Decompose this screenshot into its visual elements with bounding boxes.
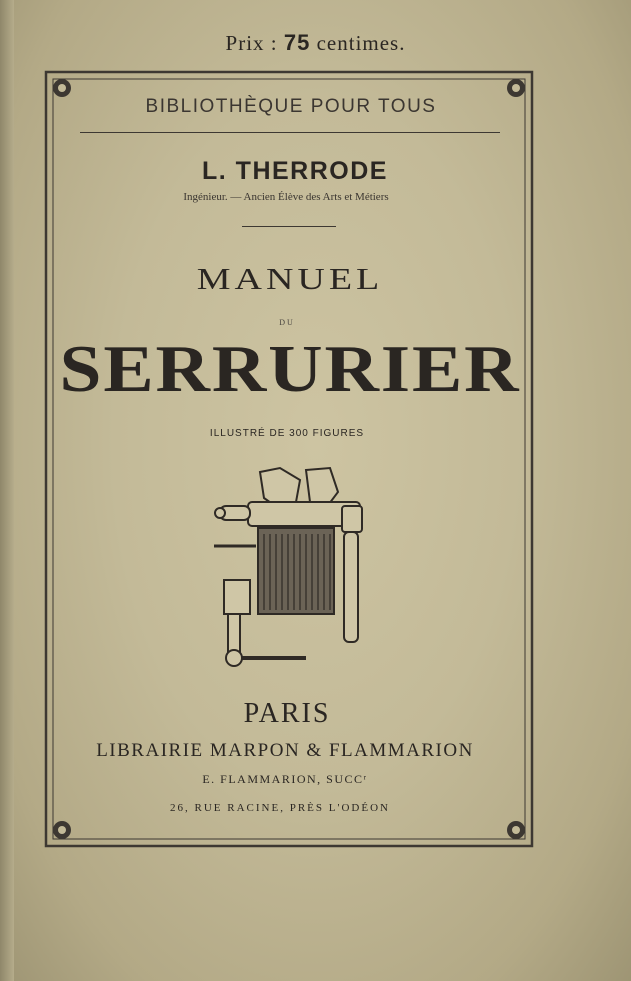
publisher-name: LIBRAIRIE MARPON & FLAMMARION (96, 740, 474, 761)
spine-edge (0, 0, 14, 981)
price-line (0, 30, 631, 56)
publisher-address (0, 802, 560, 814)
author-name: L. THERRODE (202, 157, 388, 185)
author-credentials: Ingénieur. — Ancien Élève des Arts et Métiers (183, 191, 389, 203)
vise-icon (208, 462, 368, 674)
publisher-successor: E. FLAMMARION, SUCCʳ (202, 772, 368, 786)
price-label: Prix : (225, 31, 278, 55)
title-line-manuel: MANUEL (196, 262, 384, 297)
price-amount: 75 (283, 30, 311, 55)
price-unit: centimes. (316, 31, 406, 55)
series-divider (80, 132, 500, 133)
author-divider (242, 226, 336, 227)
title-connector: DU (279, 318, 295, 327)
publisher-address-text: 26, RUE RACINE, PRÈS L'ODÉON (170, 802, 390, 814)
series-title: BIBLIOTHÈQUE POUR TOUS (145, 96, 437, 117)
title-main: SERRURIER (59, 330, 521, 406)
subtitle: ILLUSTRÉ DE 300 FIGURES (209, 428, 365, 439)
publication-city: PARIS (243, 698, 331, 729)
